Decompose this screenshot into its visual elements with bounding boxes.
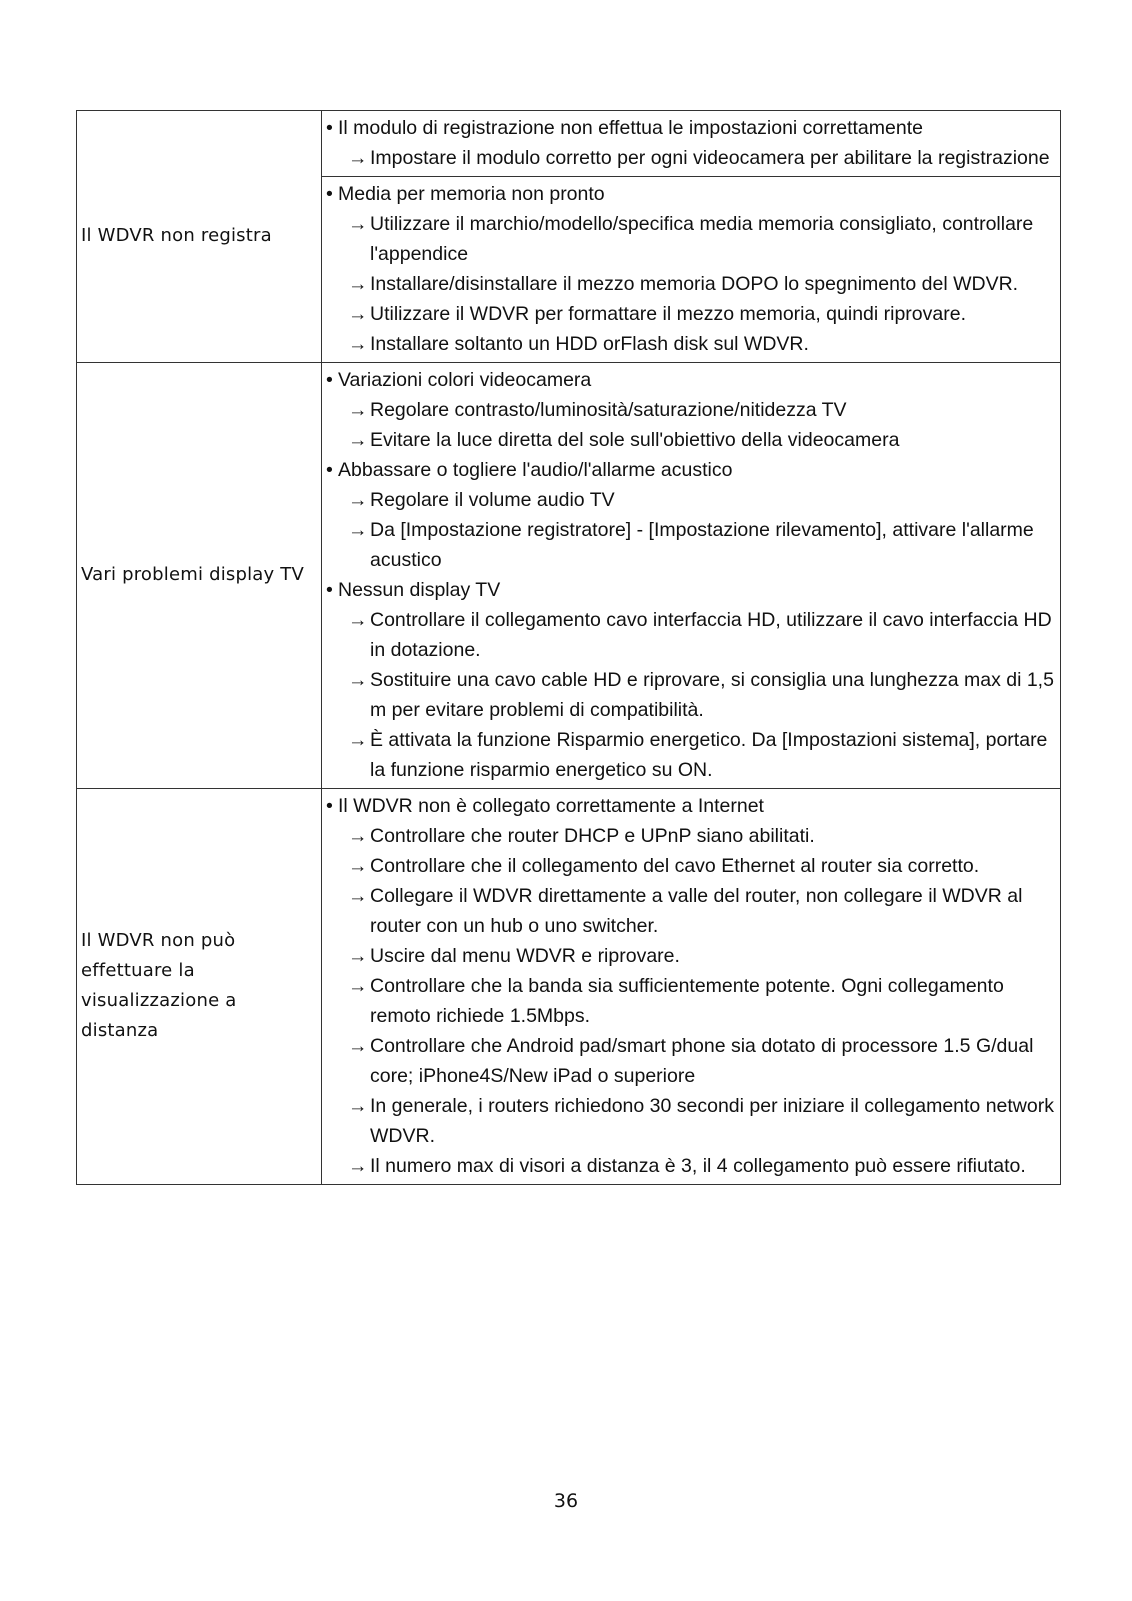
step-text: Il numero max di visori a distanza è 3, il 4 collegamento può essere rifiutato.	[370, 1155, 1026, 1177]
solution-step	[326, 329, 1056, 359]
solution-step	[326, 299, 1056, 329]
solution-step	[326, 851, 1056, 881]
arrow-right-icon: →	[348, 855, 368, 877]
table-body	[77, 111, 1061, 1185]
step-text: Controllare che il collegamento del cavo Ethernet al router sia corretto.	[370, 855, 980, 877]
arrow-right-icon: →	[348, 519, 368, 541]
solution-step	[326, 209, 1056, 269]
issue-item	[326, 455, 1056, 575]
table-row	[77, 111, 1061, 177]
step-text: È attivata la funzione Risparmio energetico. Da [Impostazioni sistema], portare la funzione risparmio energetico su ON.	[370, 729, 1048, 781]
step-text: In generale, i routers richiedono 30 secondi per iniziare il collegamento network WDVR.	[370, 1095, 1054, 1147]
issue-text: Abbassare o togliere l'audio/l'allarme acustico	[338, 459, 733, 481]
arrow-right-icon: →	[348, 1035, 368, 1057]
step-text: Evitare la luce diretta del sole sull'obiettivo della videocamera	[370, 429, 900, 451]
step-text: Regolare contrasto/luminosità/saturazione/nitidezza TV	[370, 399, 847, 421]
table-row	[77, 789, 1061, 1185]
troubleshooting-table	[76, 110, 1061, 1185]
solution-step	[326, 665, 1056, 725]
arrow-right-icon: →	[348, 147, 368, 169]
issue-text: Il modulo di registrazione non effettua le impostazioni correttamente	[338, 117, 923, 139]
step-text: Controllare il collegamento cavo interfaccia HD, utilizzare il cavo interfaccia HD in dotazione.	[370, 609, 1052, 661]
bullet-icon: •	[326, 369, 333, 391]
issue-item	[326, 113, 1056, 173]
bullet-icon: •	[326, 579, 333, 601]
arrow-right-icon: →	[348, 825, 368, 847]
arrow-right-icon: →	[348, 669, 368, 691]
issue-line	[326, 575, 1056, 605]
arrow-right-icon: →	[348, 399, 368, 421]
arrow-right-icon: →	[348, 429, 368, 451]
solution-step	[326, 821, 1056, 851]
arrow-right-icon: →	[348, 729, 368, 751]
solution-step	[326, 605, 1056, 665]
solution-step	[326, 425, 1056, 455]
issue-text: Media per memoria non pronto	[338, 183, 605, 205]
solution-step	[326, 269, 1056, 299]
issue-text: Il WDVR non è collegato correttamente a Internet	[338, 795, 764, 817]
solution-step	[326, 971, 1056, 1031]
step-text: Regolare il volume audio TV	[370, 489, 615, 511]
problem-cell: Il WDVR non registra	[77, 111, 322, 363]
solution-step	[326, 1031, 1056, 1091]
solution-step	[326, 395, 1056, 425]
step-text: Impostare il modulo corretto per ogni videocamera per abilitare la registrazione	[370, 147, 1050, 169]
bullet-icon: •	[326, 795, 333, 817]
step-text: Controllare che router DHCP e UPnP siano abilitati.	[370, 825, 815, 847]
solution-step	[326, 515, 1056, 575]
arrow-right-icon: →	[348, 975, 368, 997]
arrow-right-icon: →	[348, 945, 368, 967]
solution-cell	[322, 789, 1061, 1185]
step-text: Sostituire una cavo cable HD e riprovare, si consiglia una lunghezza max di 1,5 m per evitare problemi di compatibilità.	[370, 669, 1054, 721]
arrow-right-icon: →	[348, 489, 368, 511]
step-text: Installare soltanto un HDD orFlash disk sul WDVR.	[370, 333, 809, 355]
solution-cell	[322, 111, 1061, 177]
arrow-right-icon: →	[348, 273, 368, 295]
page-number: 36	[553, 1490, 579, 1512]
solution-step	[326, 485, 1056, 515]
step-text: Uscire dal menu WDVR e riprovare.	[370, 945, 680, 967]
issue-line	[326, 365, 1056, 395]
step-text: Da [Impostazione registratore] - [Impostazione rilevamento], attivare l'allarme acustico	[370, 519, 1034, 571]
arrow-right-icon: →	[348, 333, 368, 355]
issue-line	[326, 791, 1056, 821]
arrow-right-icon: →	[348, 1095, 368, 1117]
problem-cell: Il WDVR non può effettuare la visualizzazione a distanza	[77, 789, 322, 1185]
issue-item	[326, 179, 1056, 359]
solution-step	[326, 725, 1056, 785]
arrow-right-icon: →	[348, 303, 368, 325]
solution-step	[326, 143, 1056, 173]
issue-text: Variazioni colori videocamera	[338, 369, 592, 391]
step-text: Installare/disinstallare il mezzo memoria DOPO lo spegnimento del WDVR.	[370, 273, 1019, 295]
problem-cell: Vari problemi display TV	[77, 363, 322, 789]
table-row	[77, 363, 1061, 789]
issue-line	[326, 179, 1056, 209]
step-text: Utilizzare il marchio/modello/specifica media memoria consigliato, controllare l'appendice	[370, 213, 1034, 265]
arrow-right-icon: →	[348, 213, 368, 235]
bullet-icon: •	[326, 459, 333, 481]
issue-item	[326, 575, 1056, 785]
solution-cell	[322, 177, 1061, 363]
bullet-icon: •	[326, 183, 333, 205]
issue-text: Nessun display TV	[338, 579, 501, 601]
step-text: Utilizzare il WDVR per formattare il mezzo memoria, quindi riprovare.	[370, 303, 966, 325]
solution-step	[326, 1151, 1056, 1181]
arrow-right-icon: →	[348, 609, 368, 631]
issue-item	[326, 791, 1056, 1181]
solution-step	[326, 881, 1056, 941]
step-text: Collegare il WDVR direttamente a valle del router, non collegare il WDVR al router con un hub o uno switcher.	[370, 885, 1023, 937]
issue-line	[326, 113, 1056, 143]
step-text: Controllare che Android pad/smart phone sia dotato di processore 1.5 G/dual core; iPhone4S/New iPad o superiore	[370, 1035, 1034, 1087]
solution-step	[326, 1091, 1056, 1151]
arrow-right-icon: →	[348, 885, 368, 907]
solution-cell	[322, 363, 1061, 789]
arrow-right-icon: →	[348, 1155, 368, 1177]
step-text: Controllare che la banda sia sufficientemente potente. Ogni collegamento remoto richiede 1.5Mbps.	[370, 975, 1004, 1027]
bullet-icon: •	[326, 117, 333, 139]
solution-step	[326, 941, 1056, 971]
issue-line	[326, 455, 1056, 485]
issue-item	[326, 365, 1056, 455]
